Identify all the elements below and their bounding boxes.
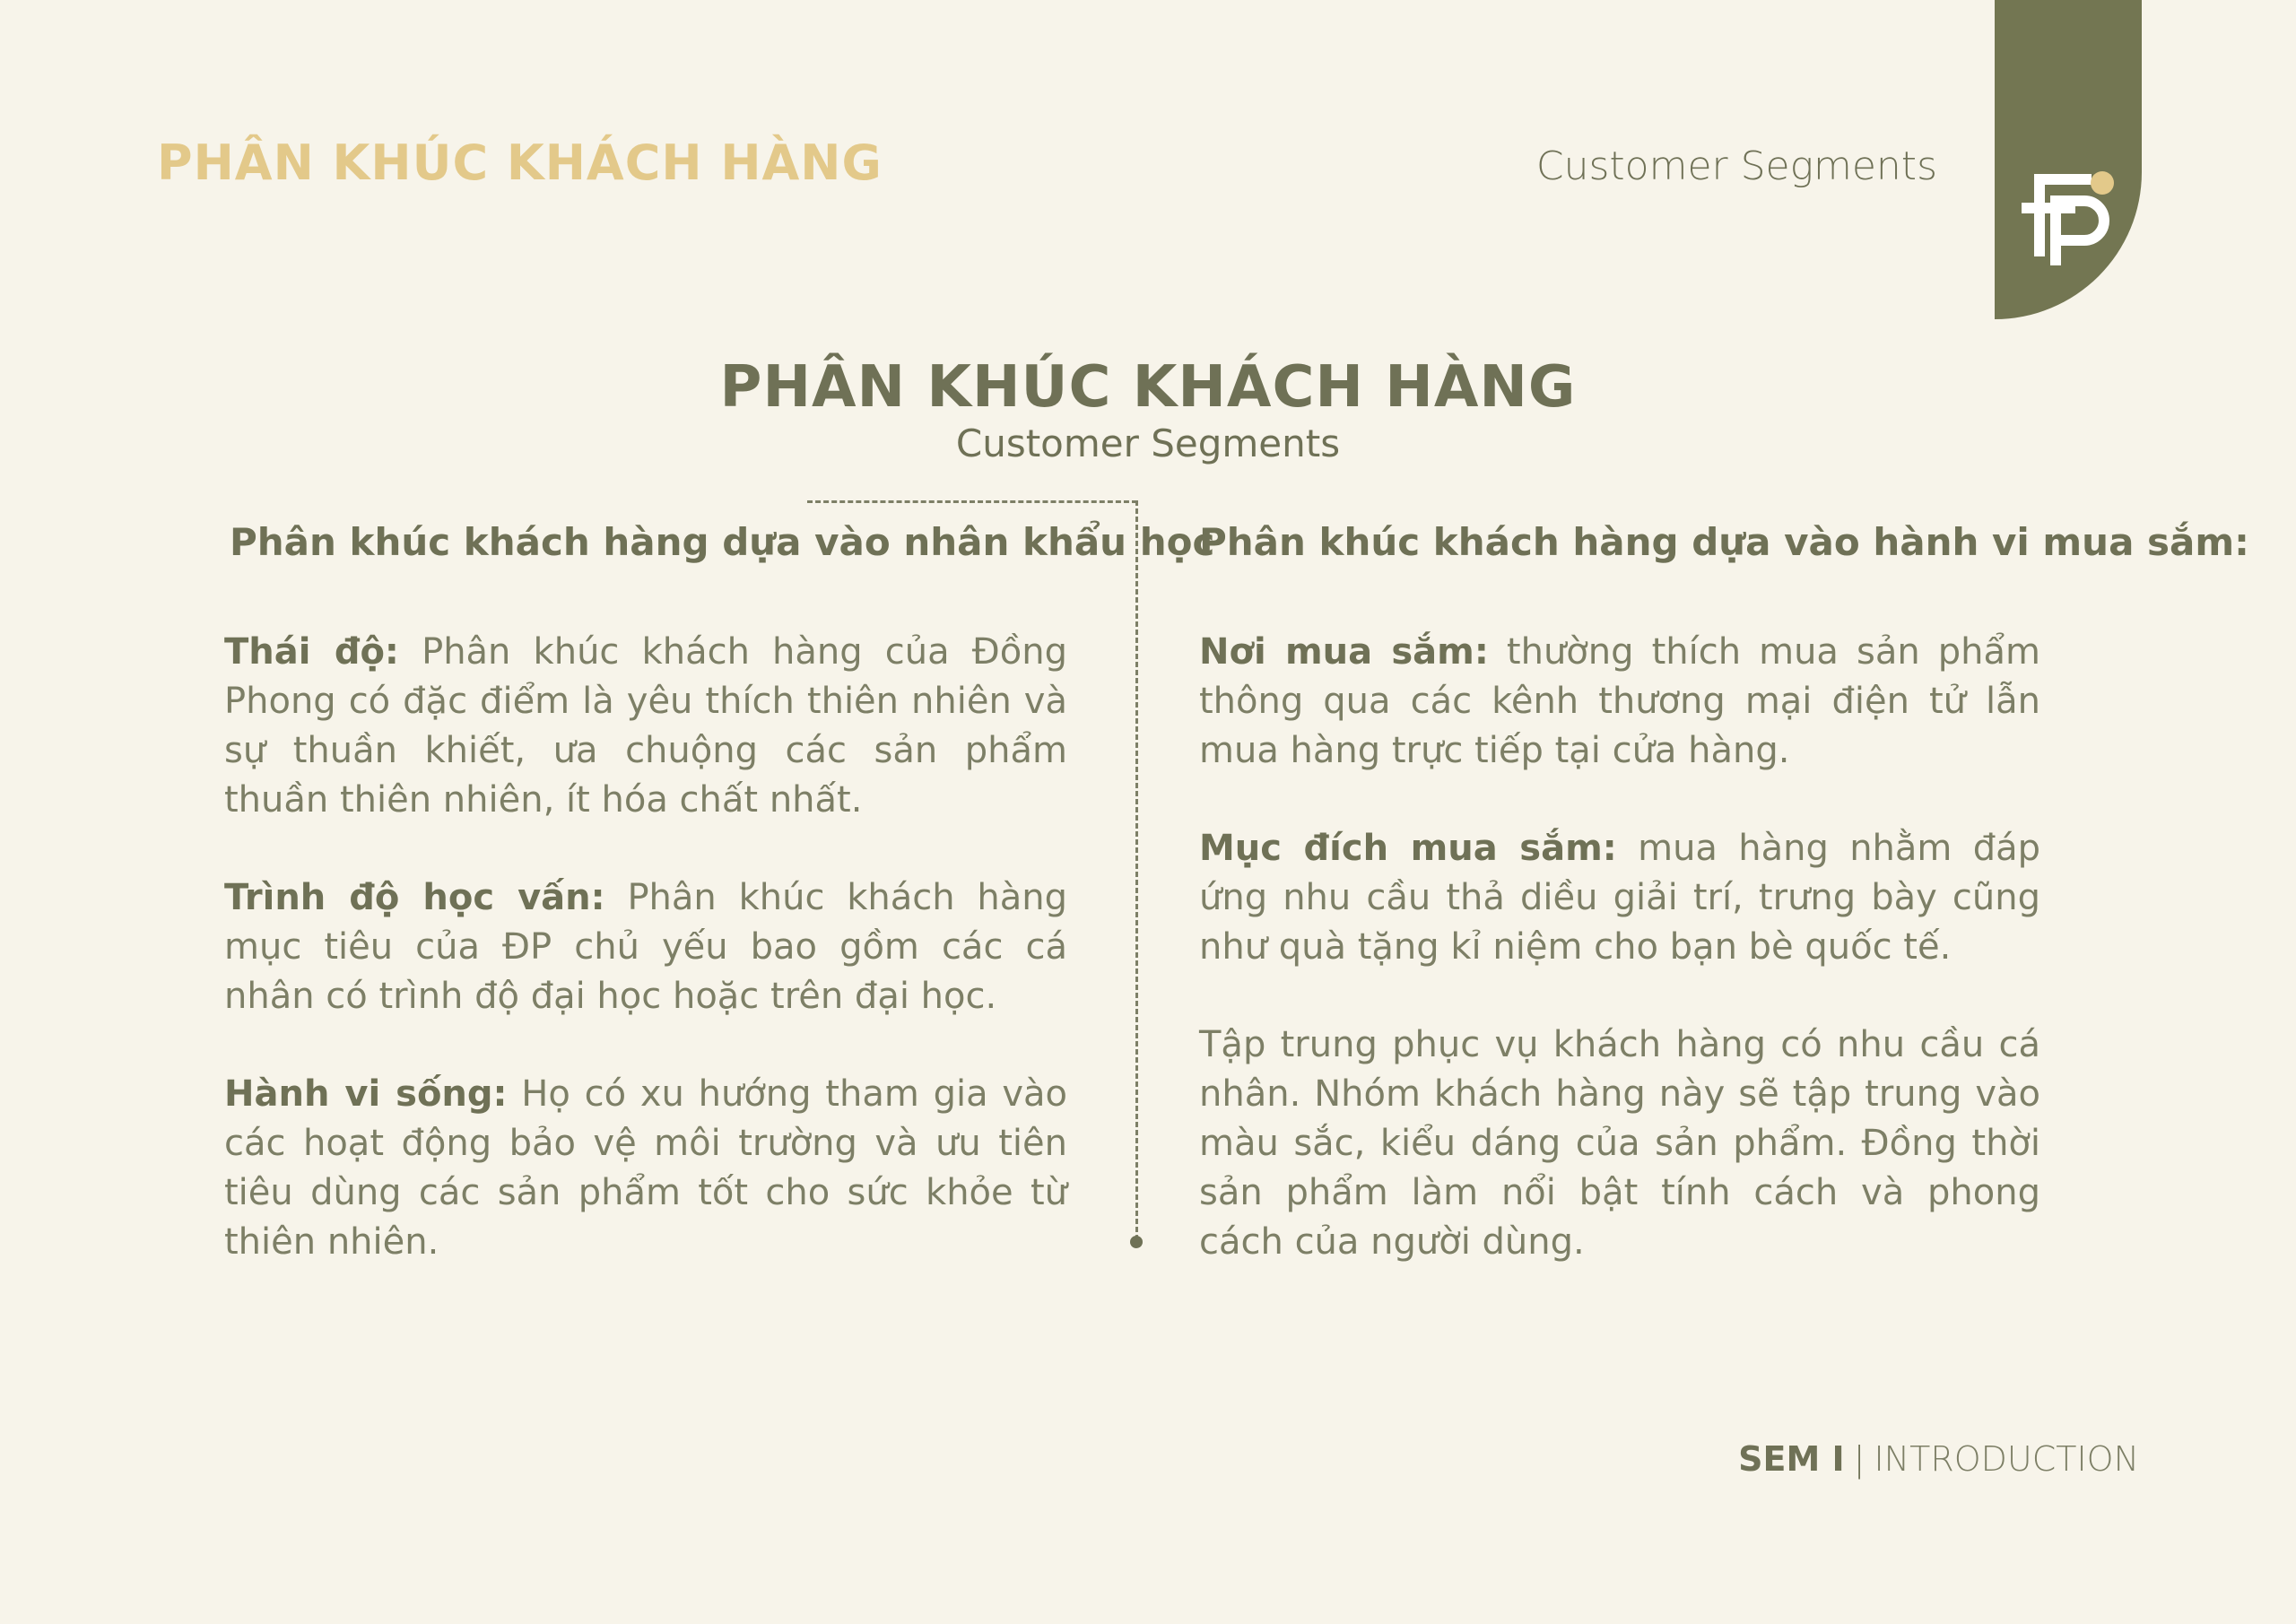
header-subtitle: Customer Segments xyxy=(1535,143,1937,189)
footer-separator: | xyxy=(1853,1439,1866,1479)
footer-sem: SEM I xyxy=(1738,1439,1845,1479)
right-item-text: mua hàng nhằm đáp ứng nhu cầu thả diều giải trí, trưng bày cũng như quà tặng kỉ niệm cho bạn bè quốc tế. xyxy=(1199,828,2041,968)
dashed-connector-horizontal xyxy=(807,500,1137,503)
right-column xyxy=(1199,628,2040,1316)
left-item-label: Thái độ: xyxy=(224,631,399,673)
left-item-text: Họ có xu hướng tham gia vào các hoạt động bảo vệ môi trường và ưu tiên tiêu dùng các sản phẩm tốt cho sức khỏe từ thiên nhiên. xyxy=(224,1073,1067,1263)
right-item-label: Mục đích mua sắm: xyxy=(1199,828,1617,869)
header-title: PHÂN KHÚC KHÁCH HÀNG xyxy=(157,135,883,191)
dashed-connector-vertical xyxy=(1135,500,1138,1240)
left-column-heading: Phân khúc khách hàng dựa vào nhân khẩu học xyxy=(230,520,1215,564)
right-item-text: thường thích mua sản phẩm thông qua các kênh thương mại điện tử lẫn mua hàng trực tiếp tại cửa hàng. xyxy=(1199,631,2040,771)
left-item-education xyxy=(224,873,1067,1021)
right-closing-paragraph: Tập trung phục vụ khách hàng có nhu cầu cá nhân. Nhóm khách hàng này sẽ tập trung vào màu sắc, kiểu dáng của sản phẩm. Đồng thời sản phẩm làm nổi bật tính cách và phong cách của người dùng. xyxy=(1199,1024,2040,1263)
left-item-text: Phân khúc khách hàng của Đồng Phong có đặc điểm là yêu thích thiên nhiên và sự thuần khiết, ưa chuộng các sản phẩm thuần thiên nhiên, ít hóa chất nhất. xyxy=(224,631,1068,821)
right-item-shopping-place xyxy=(1199,628,2040,776)
section-subtitle: Customer Segments xyxy=(955,421,1341,465)
connector-end-dot xyxy=(1130,1236,1143,1248)
left-item-label: Trình độ học vấn: xyxy=(224,877,605,918)
left-item-attitude xyxy=(224,628,1067,825)
footer xyxy=(1738,1439,2139,1479)
left-item-text: Phân khúc khách hàng mục tiêu của ĐP chủ yếu bao gồm các cá nhân có trình độ đại học hoặc trên đại học. xyxy=(224,877,1068,1017)
left-column xyxy=(224,628,1067,1316)
dp-logo-icon xyxy=(2014,152,2122,269)
left-item-label: Hành vi sống: xyxy=(224,1073,508,1115)
right-column-heading: Phân khúc khách hàng dựa vào hành vi mua sắm: xyxy=(1199,520,2249,564)
right-item-label: Nơi mua sắm: xyxy=(1199,631,1489,673)
left-item-lifestyle xyxy=(224,1070,1067,1267)
section-title: PHÂN KHÚC KHÁCH HÀNG xyxy=(719,354,1577,421)
right-item-shopping-purpose xyxy=(1199,824,2040,972)
footer-section: INTRODUCTION xyxy=(1874,1439,2139,1479)
logo-tab xyxy=(1995,0,2142,319)
